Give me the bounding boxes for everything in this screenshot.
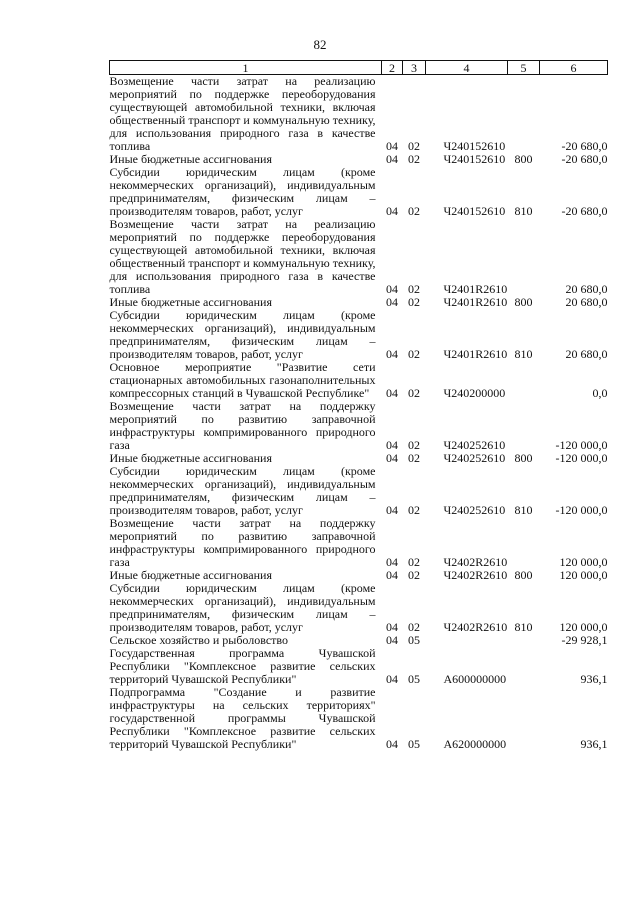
row-target-article-code: А600000000 xyxy=(443,672,507,686)
header-col-1: 1 xyxy=(110,61,382,75)
row-description: Субсидии юридическим лицам (кроме некоммерческих организаций), индивидуальным предпринимателям, физическим лицам – производителям товаров, работ, услуг xyxy=(109,308,376,361)
row-description: Иные бюджетные ассигнования xyxy=(109,451,272,465)
row-expense-type-code: 800 xyxy=(514,451,533,465)
row-description: Государственная программа Чувашской Республики "Комплексное развитие сельских территорий Чувашской Республики" xyxy=(109,646,376,686)
row-amount: 20 680,0 xyxy=(565,295,608,309)
row-expense-type-code: 810 xyxy=(514,204,533,218)
row-target-article-code: Ч240152610 xyxy=(443,152,506,166)
row-section-code: 04 xyxy=(386,139,398,153)
table-row xyxy=(110,218,608,296)
row-expense-type-code xyxy=(508,75,540,154)
row-subsection-code: 05 xyxy=(408,737,420,751)
table-row xyxy=(110,465,608,517)
header-col-3: 3 xyxy=(403,61,426,75)
row-subsection-code: 05 xyxy=(408,672,420,686)
row-target-article-code: Ч2402R2610 xyxy=(443,555,508,569)
row-section-code: 04 xyxy=(386,672,398,686)
row-target-article-code: Ч2402R2610 xyxy=(443,568,508,582)
row-description: Иные бюджетные ассигнования xyxy=(109,568,272,582)
row-target-article-code: Ч240252610 xyxy=(443,438,506,452)
table-row xyxy=(110,166,608,218)
budget-table xyxy=(109,60,608,751)
row-section-code: 04 xyxy=(386,737,398,751)
row-amount: -20 680,0 xyxy=(561,139,608,153)
row-subsection-code: 02 xyxy=(408,438,420,452)
row-subsection-code: 02 xyxy=(408,295,420,309)
row-target-article-code: Ч2401R2610 xyxy=(443,347,508,361)
table-row xyxy=(110,582,608,634)
row-section-code: 04 xyxy=(386,503,398,517)
row-subsection-code: 02 xyxy=(408,204,420,218)
row-section-code: 04 xyxy=(386,282,398,296)
table-body xyxy=(110,75,608,752)
row-description: Основное мероприятие "Развитие сети стационарных автомобильных газонаполнительных компрессорных станций в Чувашской Республике" xyxy=(109,360,376,400)
row-amount: -20 680,0 xyxy=(561,204,608,218)
row-expense-type-code xyxy=(508,400,540,452)
row-description: Возмещение части затрат на реализацию мероприятий по поддержке переоборудования существующей автомобильной техники, включая общественный транспорт и коммунальную технику, для использования природного газа в качестве топлива xyxy=(109,74,376,153)
page-number: 82 xyxy=(313,37,327,52)
row-amount: 936,1 xyxy=(580,672,608,686)
row-description: Субсидии юридическим лицам (кроме некоммерческих организаций), индивидуальным предпринимателям, физическим лицам – производителям товаров, работ, услуг xyxy=(109,581,376,634)
table-row xyxy=(110,400,608,452)
row-description: Субсидии юридическим лицам (кроме некоммерческих организаций), индивидуальным предпринимателям, физическим лицам – производителям товаров, работ, услуг xyxy=(109,464,376,517)
row-target-article-code: Ч240152610 xyxy=(443,204,506,218)
row-subsection-code: 05 xyxy=(408,633,420,647)
row-section-code: 04 xyxy=(386,438,398,452)
row-subsection-code: 02 xyxy=(408,347,420,361)
row-description: Подпрограмма "Создание и развитие инфраструктуры на сельских территориях" государственной программы Чувашской Республики "Комплексное развитие сельских территорий Чувашской Республики" xyxy=(109,685,376,751)
row-amount: -120 000,0 xyxy=(555,451,608,465)
row-section-code: 04 xyxy=(386,152,398,166)
row-description: Субсидии юридическим лицам (кроме некоммерческих организаций), индивидуальным предпринимателям, физическим лицам – производителям товаров, работ, услуг xyxy=(109,165,376,218)
row-amount: -29 928,1 xyxy=(561,633,608,647)
table-row xyxy=(110,361,608,400)
row-subsection-code: 02 xyxy=(408,386,420,400)
row-description: Возмещение части затрат на поддержку мероприятий по развитию заправочной инфраструктуры компримированного природного газа xyxy=(109,399,376,452)
row-target-article-code: Ч2402R2610 xyxy=(443,620,508,634)
row-target-article-code: Ч240252610 xyxy=(443,503,506,517)
row-target-article-code: Ч240252610 xyxy=(443,451,506,465)
row-section-code: 04 xyxy=(386,295,398,309)
header-col-2: 2 xyxy=(382,61,403,75)
row-description: Сельское хозяйство и рыболовство xyxy=(109,633,289,647)
row-section-code: 04 xyxy=(386,204,398,218)
row-amount: 120 000,0 xyxy=(559,568,608,582)
row-expense-type-code xyxy=(508,686,540,751)
row-subsection-code: 02 xyxy=(408,555,420,569)
row-description: Иные бюджетные ассигнования xyxy=(109,295,272,309)
table-row xyxy=(110,309,608,361)
row-expense-type-code: 810 xyxy=(514,620,533,634)
row-section-code: 04 xyxy=(386,633,398,647)
row-target-article-code: Ч240200000 xyxy=(443,386,506,400)
table-row xyxy=(110,686,608,751)
row-amount: -120 000,0 xyxy=(555,438,608,452)
row-section-code: 04 xyxy=(386,386,398,400)
row-expense-type-code xyxy=(508,361,540,400)
table-row xyxy=(110,647,608,686)
row-subsection-code: 02 xyxy=(408,620,420,634)
row-subsection-code: 02 xyxy=(408,503,420,517)
row-section-code: 04 xyxy=(386,620,398,634)
row-description: Возмещение части затрат на поддержку мероприятий по развитию заправочной инфраструктуры компримированного природного газа xyxy=(109,516,376,569)
row-description: Иные бюджетные ассигнования xyxy=(109,152,272,166)
row-subsection-code: 02 xyxy=(408,152,420,166)
row-amount: 936,1 xyxy=(580,737,608,751)
row-section-code: 04 xyxy=(386,347,398,361)
row-target-article-code: Ч240152610 xyxy=(443,139,506,153)
row-expense-type-code: 800 xyxy=(514,295,533,309)
row-description: Возмещение части затрат на реализацию мероприятий по поддержке переоборудования существующей автомобильной техники, включая общественный транспорт и коммунальную технику, для использования природного газа в качестве топлива xyxy=(109,217,376,296)
row-expense-type-code: 810 xyxy=(514,503,533,517)
row-expense-type-code: 800 xyxy=(514,152,533,166)
row-amount: -20 680,0 xyxy=(561,152,608,166)
row-amount: -120 000,0 xyxy=(555,503,608,517)
row-target-article-code xyxy=(426,634,508,647)
header-col-5: 5 xyxy=(508,61,540,75)
row-section-code: 04 xyxy=(386,555,398,569)
row-subsection-code: 02 xyxy=(408,451,420,465)
row-target-article-code: Ч2401R2610 xyxy=(443,295,508,309)
row-target-article-code: А620000000 xyxy=(443,737,507,751)
row-expense-type-code xyxy=(508,634,540,647)
table-row xyxy=(110,75,608,154)
header-col-6: 6 xyxy=(540,61,608,75)
row-target-article-code: Ч2401R2610 xyxy=(443,282,508,296)
row-subsection-code: 02 xyxy=(408,568,420,582)
row-amount: 120 000,0 xyxy=(559,620,608,634)
row-subsection-code: 02 xyxy=(408,282,420,296)
table-header xyxy=(110,61,608,75)
row-subsection-code: 02 xyxy=(408,139,420,153)
row-amount: 20 680,0 xyxy=(565,347,608,361)
row-expense-type-code: 810 xyxy=(514,347,533,361)
row-amount: 120 000,0 xyxy=(559,555,608,569)
row-section-code: 04 xyxy=(386,451,398,465)
row-section-code: 04 xyxy=(386,568,398,582)
row-expense-type-code xyxy=(508,517,540,569)
row-expense-type-code xyxy=(508,647,540,686)
table-row xyxy=(110,517,608,569)
row-amount: 20 680,0 xyxy=(565,282,608,296)
row-amount: 0,0 xyxy=(592,386,608,400)
row-expense-type-code xyxy=(508,218,540,296)
row-expense-type-code: 800 xyxy=(514,568,533,582)
header-col-4: 4 xyxy=(426,61,508,75)
